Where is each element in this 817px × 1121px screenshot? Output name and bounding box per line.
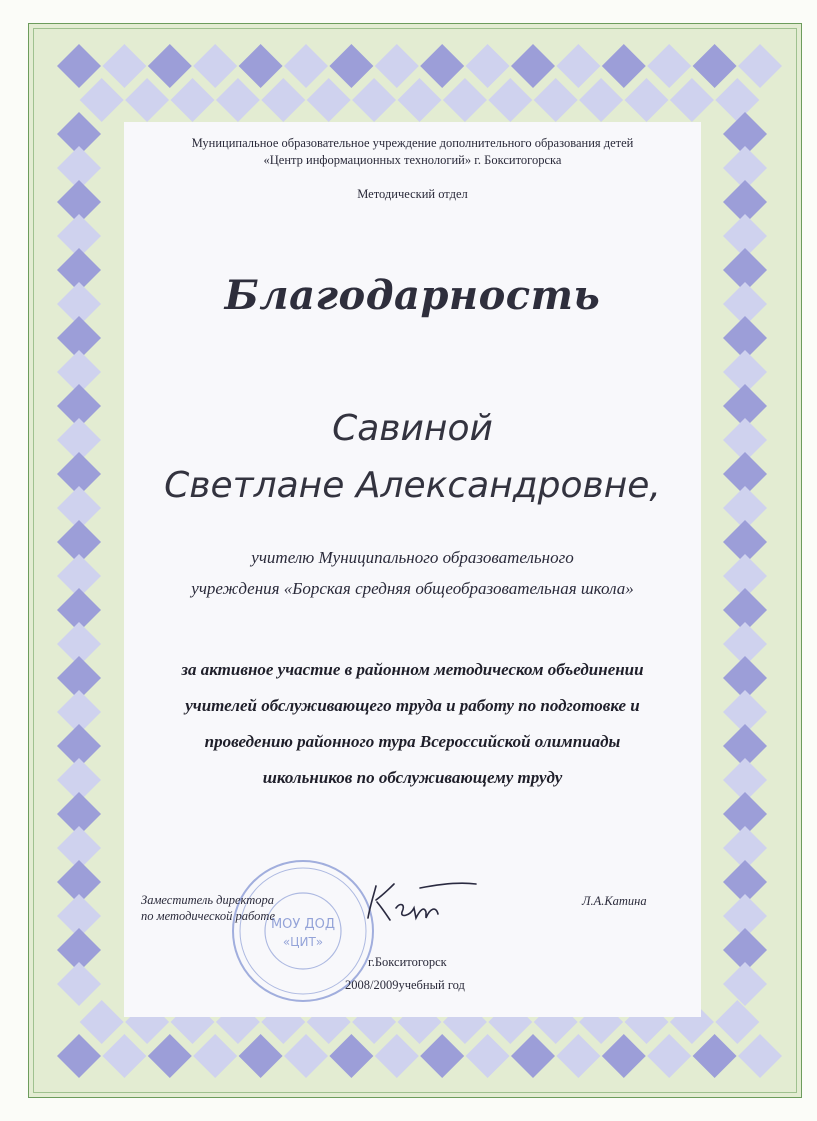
border-diamond <box>125 78 169 122</box>
reason-line-2: учителей обслуживающего труда и работу по подготовке и <box>185 696 640 715</box>
border-diamond <box>715 78 759 122</box>
reason-line-1: за активное участие в районном методическом объединении <box>181 660 644 679</box>
organization-line-2: «Центр информационных технологий» г. Бокситогорска <box>263 153 562 167</box>
signatory-position <box>141 892 275 924</box>
border-diamond <box>148 44 192 88</box>
department-name: Методический отдел <box>357 187 468 201</box>
award-reason <box>124 652 701 796</box>
border-diamond <box>57 962 101 1006</box>
border-diamond <box>466 44 510 88</box>
border-diamond <box>466 1034 510 1078</box>
border-diamond <box>216 78 260 122</box>
border-diamond <box>556 1034 600 1078</box>
border-diamond <box>670 78 714 122</box>
reason-line-4: школьников по обслуживающему труду <box>262 768 563 787</box>
border-diamond <box>511 1034 555 1078</box>
border-diamond <box>284 44 328 88</box>
role-line-1: учителю Муниципального образовательного <box>251 548 574 567</box>
border-diamond <box>329 44 373 88</box>
border-diamond <box>723 962 767 1006</box>
border-diamond <box>102 1034 146 1078</box>
border-diamond <box>738 44 782 88</box>
border-diamond <box>193 44 237 88</box>
border-diamond <box>284 1034 328 1078</box>
border-diamond <box>715 1000 759 1044</box>
border-diamond <box>148 1034 192 1078</box>
border-diamond <box>693 44 737 88</box>
handwritten-signature <box>360 878 480 928</box>
border-diamond <box>625 78 669 122</box>
reason-line-3: проведению районного тура Всероссийской олимпиады <box>204 732 621 751</box>
border-diamond <box>488 78 532 122</box>
border-diamond <box>443 78 487 122</box>
border-diamond <box>57 44 101 88</box>
border-diamond <box>102 44 146 88</box>
seal-abbr-text: «ЦИТ» <box>282 935 324 949</box>
border-diamond <box>261 78 305 122</box>
border-diamond <box>80 1000 124 1044</box>
seal-center-text: МОУ ДОД <box>270 917 336 932</box>
border-diamond <box>307 78 351 122</box>
border-diamond <box>398 78 442 122</box>
border-diamond <box>239 1034 283 1078</box>
signatory-position-line-1: Заместитель директора <box>141 893 274 907</box>
border-diamond <box>647 1034 691 1078</box>
border-diamond <box>80 78 124 122</box>
border-diamond <box>602 44 646 88</box>
city: г.Бокситогорск <box>368 955 447 969</box>
border-diamond <box>57 1034 101 1078</box>
border-diamond <box>329 1034 373 1078</box>
organization-header <box>124 135 701 169</box>
border-diamond <box>375 44 419 88</box>
border-diamond <box>556 44 600 88</box>
academic-year: 2008/2009учебный год <box>345 978 465 992</box>
border-diamond <box>534 78 578 122</box>
certificate-title: Благодарность <box>224 272 601 319</box>
border-diamond <box>352 78 396 122</box>
border-diamond <box>693 1034 737 1078</box>
border-diamond <box>239 44 283 88</box>
border-diamond <box>579 78 623 122</box>
organization-line-1: Муниципальное образовательное учреждение дополнительного образования детей <box>191 136 634 150</box>
border-diamond <box>738 1034 782 1078</box>
recipient-name: Светлане Александровне, <box>164 465 661 506</box>
border-diamond <box>511 44 555 88</box>
recipient-role <box>124 542 701 604</box>
border-diamond <box>647 44 691 88</box>
border-diamond <box>602 1034 646 1078</box>
border-diamond <box>375 1034 419 1078</box>
role-line-2: учреждения «Борская средняя общеобразовательная школа» <box>191 579 634 598</box>
border-diamond <box>193 1034 237 1078</box>
border-diamond <box>420 44 464 88</box>
signatory-name: Л.А.Катина <box>582 894 647 908</box>
border-diamond <box>420 1034 464 1078</box>
border-diamond <box>171 78 215 122</box>
recipient-surname: Савиной <box>332 408 493 449</box>
signatory-position-line-2: по методической работе <box>141 909 276 923</box>
